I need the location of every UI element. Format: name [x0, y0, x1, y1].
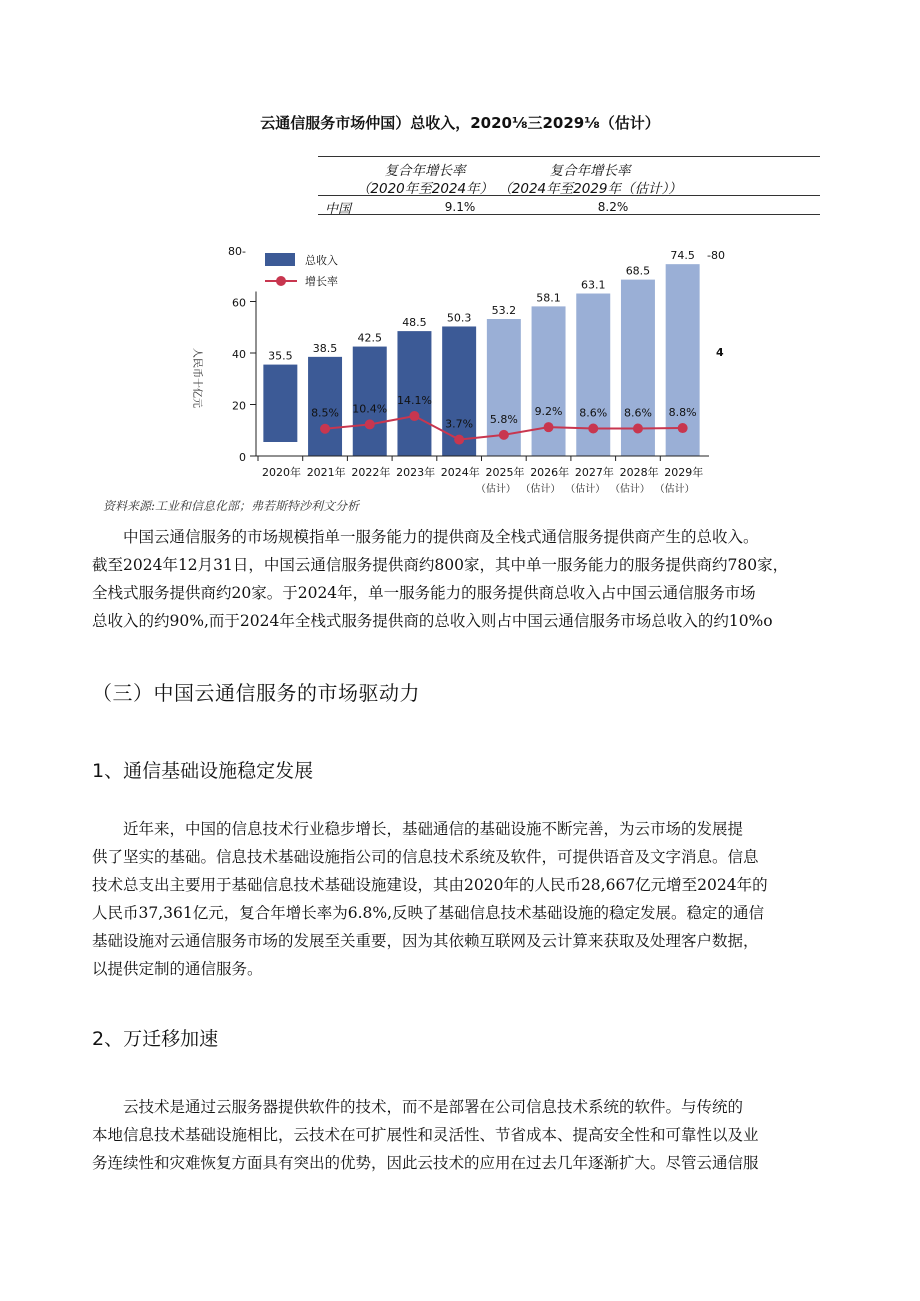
table-top-rule — [318, 156, 820, 157]
y-tick-label: 0 — [239, 451, 246, 464]
y-tick-label: 40 — [232, 348, 246, 361]
growth-point — [454, 435, 464, 445]
para2-line: 基础设施对云通信服务市场的发展至关重要，因为其依赖互联网及云计算来获取及处理客户数据， — [92, 932, 759, 950]
growth-point — [409, 411, 419, 421]
table-mid-rule — [318, 195, 820, 196]
growth-point — [544, 422, 554, 432]
section-heading: （三）中国云通信服务的市场驱动力 — [92, 681, 420, 705]
x-category-label: 2020年 — [262, 466, 301, 479]
y-tick-label: 20 — [232, 399, 246, 413]
para1-line: 截至2024年12月31日，中国云通信服务提供商约800家，其中单一服务能力的服务提供商约780家， — [92, 556, 789, 574]
x-category-label: 2028年 — [619, 466, 659, 479]
para2-line: 近年来，中国的信息技术行业稳步增长，基础通信的基础设施不断完善，为云市场的发展提 — [123, 820, 744, 838]
revenue-bar — [353, 347, 387, 456]
cagr-col2-header-line2: （2024年至2029年（估计）） — [498, 181, 682, 197]
right-axis-mid-label: 4 — [716, 346, 724, 359]
legend-revenue-label: 总收入 — [305, 254, 338, 267]
cagr-col2-header-line1: 复合年增长率 — [549, 163, 631, 179]
growth-value-label: 8.6% — [623, 406, 652, 420]
right-axis-top-label: -80 — [707, 249, 725, 262]
legend-growth-label: 增长率 — [305, 275, 338, 288]
revenue-value-label: 38.5 — [312, 341, 338, 355]
x-category-label: 2023年 — [396, 466, 436, 479]
revenue-value-label: 74.5 — [670, 249, 695, 263]
revenue-value-label: 68.5 — [625, 264, 651, 278]
revenue-chart — [0, 230, 920, 500]
growth-value-label: 9.2% — [534, 405, 563, 419]
growth-point — [365, 419, 375, 429]
para1-line: 总收入的约90%,而于2024年全栈式服务提供商的总收入则占中国云通信服务市场总收入的约10%o — [92, 612, 773, 630]
x-category-label: 2022年 — [351, 466, 391, 479]
growth-point — [499, 430, 509, 440]
para3-line: 云技术是通过云服务器提供软件的技术，而不是部署在公司信息技术系统的软件。与传统的 — [123, 1098, 744, 1116]
para3-line: 本地信息技术基础设施相比，云技术在可扩展性和灵活性、节省成本、提高安全性和可靠性以及业 — [92, 1126, 759, 1144]
x-category-label: 2026年 — [530, 466, 570, 479]
para1-line: 全栈式服务提供商约20家。于2024年，单一服务能力的服务提供商总收入占中国云通信服务市场 — [92, 584, 756, 602]
revenue-value-label: 53.2 — [491, 304, 517, 318]
subsection-heading-2: 2、万迁移加速 — [92, 1028, 219, 1050]
revenue-value-label: 58.1 — [536, 291, 561, 305]
paragraph-cloud-migration — [92, 1093, 822, 1177]
x-category-sublabel: （估计） — [609, 484, 650, 495]
paragraph-market-size — [92, 523, 822, 635]
para2-line: 技术总支出主要用于基础信息技术基础设施建设，其由2020年的人民币28,667亿元增至2024年的 — [92, 876, 768, 894]
growth-point — [588, 424, 598, 434]
cagr-col2-value: 8.2% — [597, 200, 629, 214]
cagr-col1-header-line2: （2020年至2024年） — [356, 181, 494, 197]
source-note: 资料来源:工业和信息化部；弗若斯特沙利文分析 — [103, 499, 360, 513]
x-category-label: 2027年 — [574, 466, 614, 479]
x-category-sublabel: （估计） — [654, 484, 695, 495]
para2-line: 供了坚实的基础。信息技术基础设施指公司的信息技术系统及软件，可提供语音及文字消息。信息 — [92, 848, 759, 866]
table-bottom-rule — [318, 214, 820, 215]
subsection-heading-1: 1、通信基础设施稳定发展 — [92, 760, 314, 782]
growth-value-label: 14.1% — [396, 394, 432, 408]
revenue-value-label: 50.3 — [446, 311, 472, 325]
growth-value-label: 10.4% — [352, 402, 388, 416]
para3-line: 务连续性和灾难恢复方面具有突出的优势，因此云技术的应用在过去几年逐渐扩大。尽管云通信服 — [92, 1154, 759, 1172]
x-category-sublabel: （估计） — [475, 484, 516, 495]
revenue-value-label: 48.5 — [402, 316, 427, 330]
para2-line: 以提供定制的通信服务。 — [92, 960, 263, 978]
x-category-label: 2024年 — [440, 466, 480, 479]
x-category-label: 2021年 — [306, 466, 346, 479]
cagr-col1-value: 9.1% — [444, 200, 476, 214]
revenue-value-label: 42.5 — [357, 331, 382, 345]
cagr-row-label: 中国 — [325, 202, 352, 217]
revenue-bar — [532, 306, 566, 456]
x-category-sublabel: （估计） — [520, 484, 561, 495]
x-category-sublabel: （估计） — [565, 484, 606, 495]
growth-point — [320, 424, 330, 434]
growth-value-label: 8.6% — [579, 406, 608, 420]
legend-revenue-swatch — [265, 253, 295, 266]
x-category-label: 2029年 — [664, 466, 704, 479]
growth-value-label: 8.5% — [311, 406, 340, 420]
growth-point — [633, 424, 643, 434]
growth-value-label: 3.7% — [445, 417, 474, 431]
paragraph-infrastructure — [92, 815, 822, 983]
revenue-value-label: 63.1 — [581, 278, 606, 292]
growth-value-label: 5.8% — [489, 412, 518, 426]
cagr-col1-header-line1: 复合年增长率 — [384, 163, 466, 179]
growth-value-label: 8.8% — [668, 406, 697, 420]
y-tick-label: 60 — [232, 296, 246, 310]
para2-line: 人民币37,361亿元，复合年增长率为6.8%,反映了基础信息技术基础设施的稳定发展。稳定的通信 — [92, 904, 765, 922]
para1-line: 中国云通信服务的市场规模指单一服务能力的提供商及全栈式通信服务提供商产生的总收入。 — [123, 528, 759, 546]
revenue-value-label: 35.5 — [268, 349, 293, 363]
y-tick-label: 80- — [228, 245, 246, 258]
growth-point — [678, 423, 688, 433]
x-category-label: 2025年 — [485, 466, 525, 479]
y-axis-title: 人民币十亿元 — [191, 348, 202, 408]
figure-title: 云通信服务市场仲国）总收入，2020⅛三2029⅛（估计） — [260, 114, 660, 132]
revenue-bar — [263, 365, 297, 442]
legend-growth-marker — [276, 276, 286, 286]
